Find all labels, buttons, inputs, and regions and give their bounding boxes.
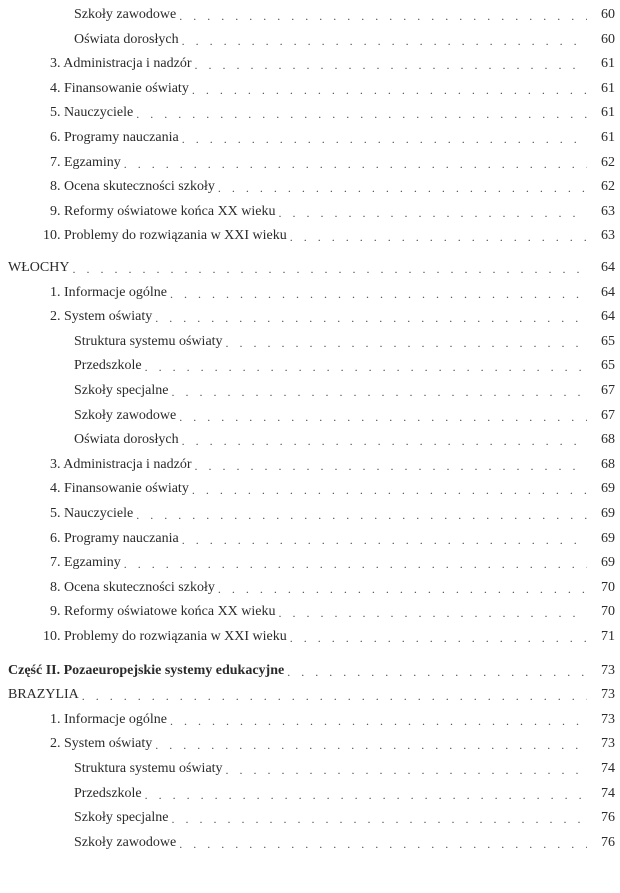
- toc-entry-page: 67: [601, 383, 615, 398]
- toc-entry: [74, 758, 615, 778]
- toc-section-heading: [8, 684, 615, 704]
- toc-entry: [50, 176, 615, 196]
- toc-entry: [50, 528, 615, 548]
- toc-entry-page: 74: [601, 761, 615, 776]
- dot-leader: [170, 713, 587, 729]
- toc-entry-page: 67: [601, 407, 615, 423]
- dot-leader: [82, 688, 587, 704]
- toc-entry: [74, 4, 615, 24]
- dot-leader: [195, 458, 587, 474]
- toc-entry: [50, 102, 615, 122]
- toc-entry-title: 5. Nauczyciele: [50, 506, 134, 521]
- dot-leader: [155, 737, 587, 753]
- toc-entry: [74, 355, 615, 375]
- toc-entry-title: Szkoły zawodowe: [74, 834, 177, 850]
- toc-entry-page: 69: [601, 506, 615, 521]
- toc-entry: [74, 29, 615, 49]
- toc-entry-title: Struktura systemu oświaty: [74, 761, 223, 776]
- dot-leader: [226, 762, 587, 778]
- dot-leader: [155, 310, 587, 326]
- toc-entry-page: 69: [601, 481, 615, 497]
- toc-entry-title: Szkoły zawodowe: [74, 407, 177, 423]
- toc-entry-title: 9. Reformy oświatowe końca XX wieku: [50, 203, 276, 219]
- toc-entry-title: WŁOCHY: [8, 260, 70, 275]
- toc-entry: [74, 807, 615, 827]
- toc-entry-page: 61: [601, 130, 615, 145]
- toc-entry-title: Przedszkole: [74, 785, 142, 801]
- dot-leader: [279, 605, 587, 621]
- dot-leader: [226, 335, 587, 351]
- toc-entry: [74, 331, 615, 351]
- toc-entry: [74, 783, 615, 803]
- toc-entry-page: 64: [601, 260, 615, 275]
- dot-leader: [218, 581, 587, 597]
- dot-leader: [136, 106, 587, 122]
- dot-leader: [182, 33, 587, 49]
- dot-leader: [218, 180, 587, 196]
- toc-entry-page: 69: [601, 530, 615, 546]
- toc-entry-title: 5. Nauczyciele: [50, 105, 134, 121]
- toc-entry-title: 8. Ocena skuteczności szkoły: [50, 179, 215, 195]
- toc-entry: [74, 429, 615, 449]
- dot-leader: [182, 532, 587, 548]
- toc-entry: [50, 306, 615, 326]
- toc-entry-title: Oświata dorosłych: [74, 432, 179, 448]
- toc-entry-page: 76: [601, 834, 615, 850]
- toc-entry-page: 62: [601, 154, 615, 170]
- toc-entry-title: 3. Administracja i nadzór: [50, 456, 192, 472]
- dot-leader: [179, 409, 587, 425]
- dot-leader: [145, 787, 587, 803]
- toc-entry: [50, 53, 615, 73]
- dot-leader: [179, 836, 587, 852]
- dot-leader: [192, 82, 587, 98]
- toc-entry-page: 73: [601, 711, 615, 727]
- toc-entry-title: 10. Problemy do rozwiązania w XXI wieku: [43, 629, 287, 644]
- toc-entry: [74, 380, 615, 400]
- toc-entry-title: 6. Programy nauczania: [50, 130, 179, 145]
- dot-leader: [136, 507, 587, 523]
- toc-entry-title: 2. System oświaty: [50, 736, 153, 752]
- toc-entry: [50, 601, 615, 621]
- dot-leader: [182, 131, 587, 147]
- dot-leader: [290, 229, 587, 245]
- dot-leader: [170, 286, 587, 302]
- toc-entry-title: 4. Finansowanie oświaty: [50, 481, 189, 497]
- dot-leader: [145, 359, 587, 375]
- toc-entry: [43, 626, 615, 646]
- toc-entry: [50, 577, 615, 597]
- toc-entry-page: 65: [601, 358, 615, 374]
- toc-entry-title: 7. Egzaminy: [50, 154, 121, 170]
- toc-entry-page: 76: [601, 810, 615, 826]
- toc-entry-page: 73: [601, 736, 615, 752]
- toc-entry-page: 60: [601, 7, 615, 22]
- toc-entry-page: 64: [601, 284, 615, 300]
- toc-entry-title: Szkoły zawodowe: [74, 7, 177, 22]
- dot-leader: [290, 630, 587, 646]
- dot-leader: [124, 156, 587, 172]
- toc-entry-page: 61: [601, 80, 615, 96]
- toc-entry-page: 70: [601, 579, 615, 595]
- toc-entry-title: Część II. Pozaeuropejskie systemy edukacyjne: [8, 662, 285, 678]
- toc-entry-title: 8. Ocena skuteczności szkoły: [50, 579, 215, 595]
- toc-entry-page: 74: [601, 785, 615, 801]
- toc-entry-title: Struktura systemu oświaty: [74, 333, 223, 349]
- toc-entry: [50, 127, 615, 147]
- toc-entry-page: 73: [601, 662, 615, 678]
- toc-entry: [50, 478, 615, 498]
- dot-leader: [179, 8, 587, 24]
- toc-entry-page: 64: [601, 309, 615, 325]
- dot-leader: [287, 664, 587, 680]
- dot-leader: [72, 261, 587, 277]
- toc-entry-title: 3. Administracja i nadzór: [50, 56, 192, 72]
- toc-entry: [50, 552, 615, 572]
- toc-entry-title: Przedszkole: [74, 358, 142, 374]
- dot-leader: [171, 384, 587, 400]
- toc-entry-title: 10. Problemy do rozwiązania w XXI wieku: [43, 228, 287, 244]
- toc-entry-page: 63: [601, 203, 615, 219]
- toc-entry: [50, 78, 615, 98]
- toc-entry-page: 65: [601, 333, 615, 349]
- toc-entry: [50, 152, 615, 172]
- toc-entry-page: 63: [601, 228, 615, 244]
- toc-entry: [50, 709, 615, 729]
- toc-entry-page: 70: [601, 604, 615, 620]
- toc-entry-page: 61: [601, 105, 615, 121]
- toc-entry-title: 4. Finansowanie oświaty: [50, 80, 189, 96]
- toc-entry-page: 73: [601, 687, 615, 703]
- toc-entry: [50, 503, 615, 523]
- toc-entry-page: 68: [601, 456, 615, 472]
- toc-entry-title: 9. Reformy oświatowe końca XX wieku: [50, 604, 276, 620]
- toc-entry: [74, 832, 615, 852]
- dot-leader: [124, 556, 587, 572]
- toc-entry-page: 71: [601, 629, 615, 644]
- toc-entry-title: Szkoły specjalne: [74, 810, 169, 826]
- toc-entry-page: 68: [601, 432, 615, 448]
- toc-entry: [50, 454, 615, 474]
- toc-entry: [50, 282, 615, 302]
- toc-entry-title: 6. Programy nauczania: [50, 530, 179, 546]
- toc-section-heading: [8, 257, 615, 277]
- toc-entry-page: 69: [601, 555, 615, 571]
- toc-entry-title: 2. System oświaty: [50, 309, 153, 325]
- toc-entry-page: 61: [601, 56, 615, 72]
- toc-entry-page: 62: [601, 179, 615, 195]
- toc-entry-title: Szkoły specjalne: [74, 383, 169, 398]
- toc-entry-title: 1. Informacje ogólne: [50, 284, 168, 300]
- toc-entry-title: 7. Egzaminy: [50, 555, 121, 571]
- toc-entry-title: BRAZYLIA: [8, 687, 79, 703]
- dot-leader: [279, 205, 587, 221]
- toc-entry-title: Oświata dorosłych: [74, 31, 179, 47]
- toc-entry: [43, 225, 615, 245]
- toc-entry-title: 1. Informacje ogólne: [50, 711, 168, 727]
- toc-entry-page: 60: [601, 31, 615, 47]
- toc-entry: [50, 201, 615, 221]
- dot-leader: [182, 433, 587, 449]
- dot-leader: [192, 482, 587, 498]
- toc-part-heading: [8, 660, 615, 680]
- toc-entry: [50, 733, 615, 753]
- dot-leader: [171, 811, 587, 827]
- dot-leader: [195, 57, 587, 73]
- toc-entry: [74, 405, 615, 425]
